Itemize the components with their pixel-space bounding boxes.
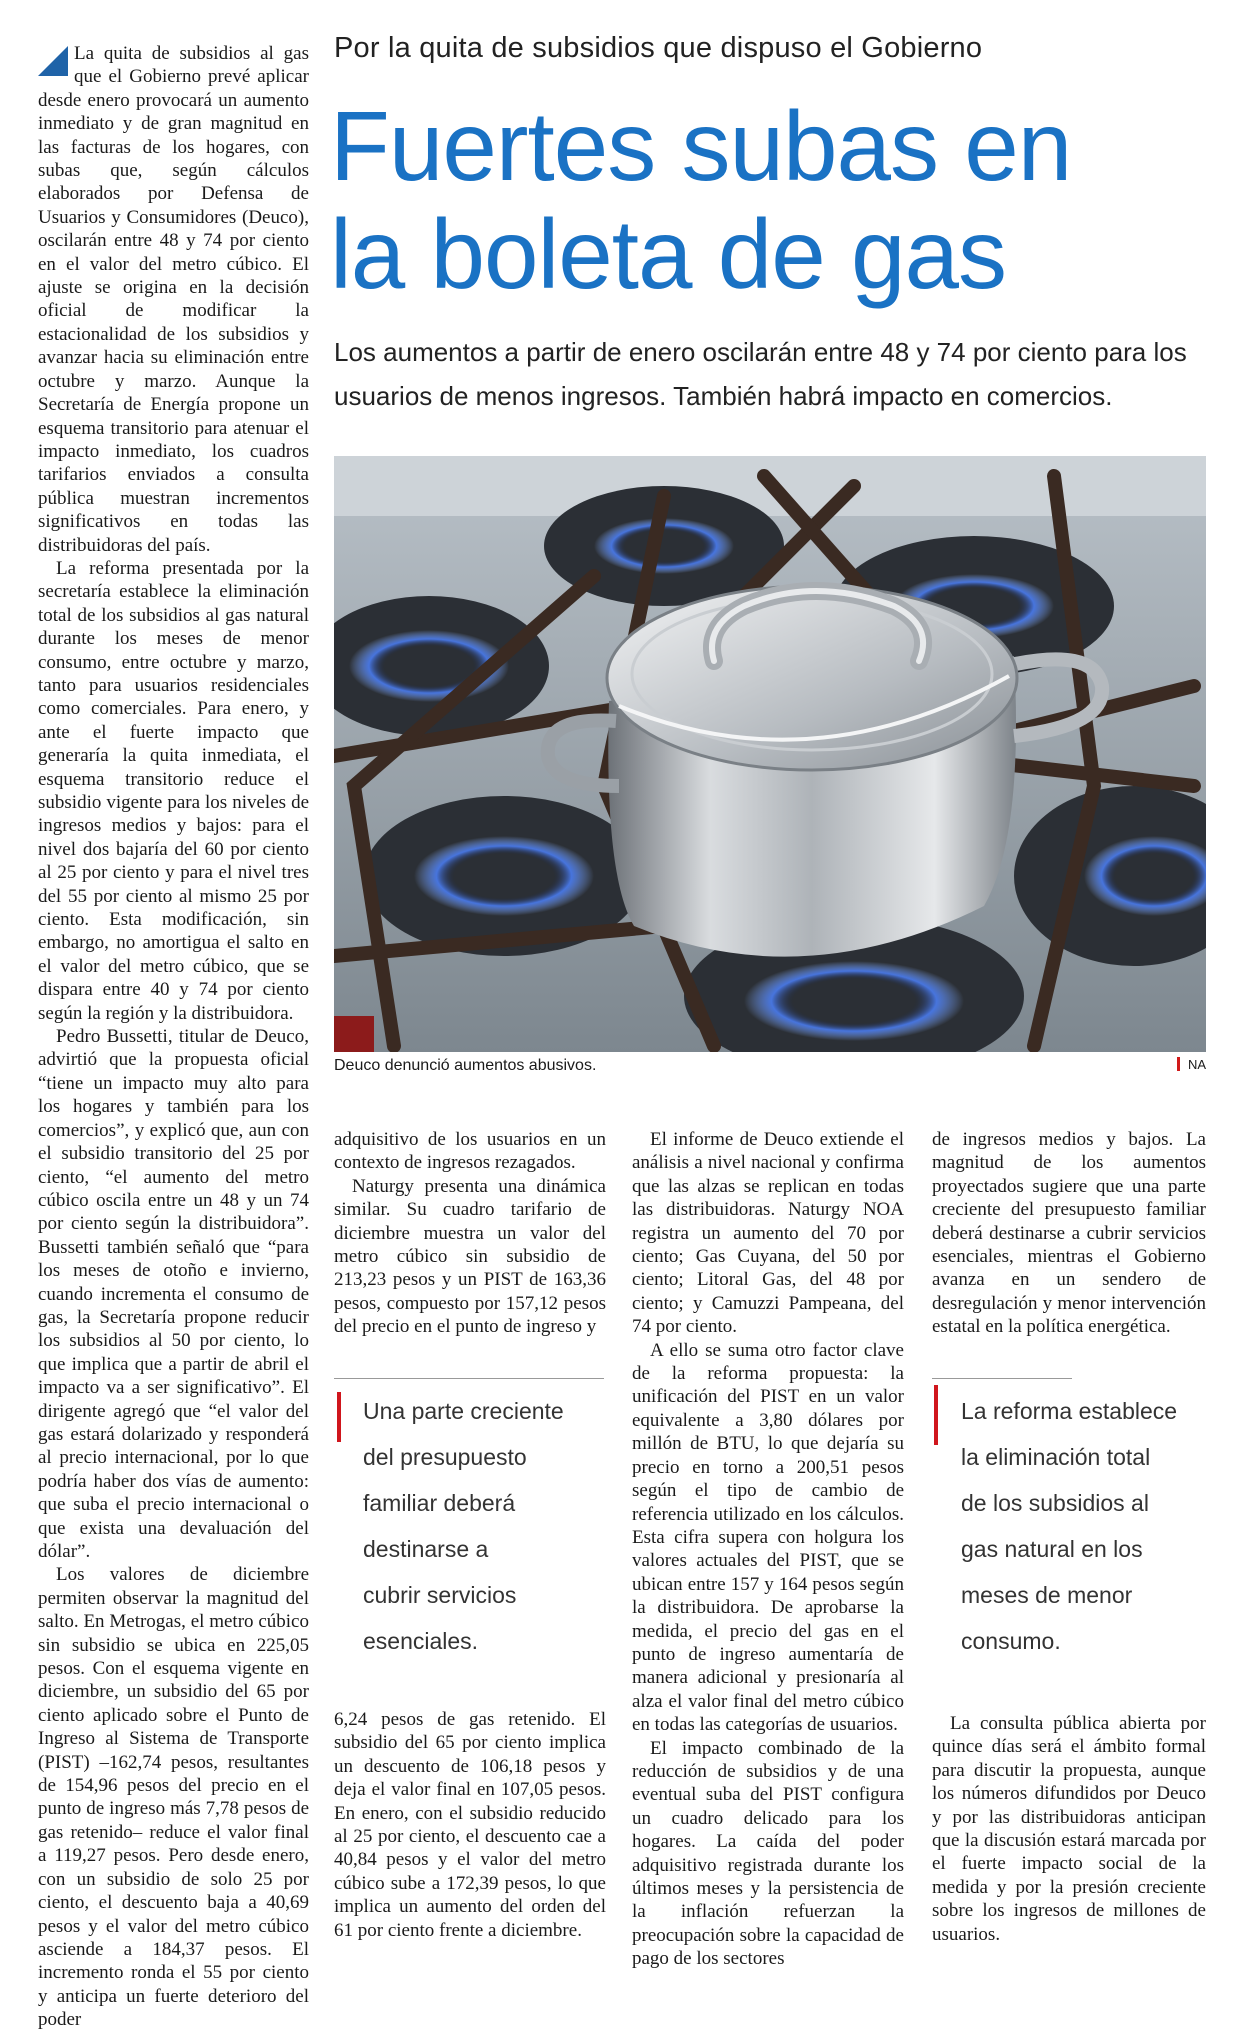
paragraph: El impacto combinado de la reducción de subsidios y de una eventual suba del PIST configura un cuadro delicado para los hogares. La caída del poder adquisitivo registrada durante los últimos meses y la persistencia de la inflación refuerzan la preocupación sobre la capacidad de pago de los sectores xyxy=(632,1737,904,1970)
pullquote-2-line: gas natural en los xyxy=(961,1536,1143,1562)
lead-paragraph-text: La quita de subsidios al gas que el Gobierno prevé aplicar desde enero provocará un aumento inmediato y de gran magnitud en las facturas de los hogares, con subas que, según cálculos elaborados por Defensa de Usuarios y Consumidores (Deuco), oscilarán entre 48 y 74 por ciento en el valor del metro cúbico. El ajuste se origina en la decisión oficial de modificar la estacionalidad de los subsidios y avanzar hacia su eliminación entre octubre y marzo. Aunque la Secretaría de Energía propone un esquema transitorio para atenuar el impacto inmediato, los cuadros tarifarios enviados a consulta pública muestran incrementos significativos en todas las distribuidoras del país. xyxy=(38,43,309,556)
stove-pot-illustration xyxy=(334,456,1206,1052)
paragraph: La consulta pública abierta por quince días será el ámbito formal para discutir la propuesta, aunque los números difundidos por Deuco y por las distribuidoras anticipan que la discusión estará marcada por el fuerte impacto social de la medida y por la presión creciente sobre los ingresos de millones de usuarios. xyxy=(932,1713,1206,1945)
pullquote-1-line: cubrir servicios xyxy=(363,1582,517,1608)
pullquote-2-accent-bar xyxy=(934,1385,938,1445)
pullquote-2-line: La reforma establece xyxy=(961,1398,1178,1424)
lead-paragraph xyxy=(38,42,309,557)
pullquote-1-top-rule xyxy=(334,1378,604,1379)
pullquote-1-line: Una parte creciente xyxy=(363,1398,564,1424)
article-column-4-bottom xyxy=(932,1712,1206,1946)
credit-bar xyxy=(1177,1057,1180,1071)
paragraph: 6,24 pesos de gas retenido. El subsidio del 65 por ciento implica un descuento de 106,18 pesos y deja el valor final en 107,05 pesos. En enero, con el subsidio reducido al 25 por ciento, el descuento cae a 40,84 pesos y el valor del metro cúbico sube a 172,39 pesos, lo que implica un aumento del orden del 61 por ciento frente a diciembre. xyxy=(334,1709,606,1941)
paragraph: El informe de Deuco extiende el análisis a nivel nacional y confirma que las alzas se replican en todas las distribuidoras. Naturgy NOA registra un aumento del 70 por ciento; Gas Cuyana, del 50 por ciento; Litoral Gas, del 48 por ciento; y Camuzzi Pampeana, del 74 por ciento. xyxy=(632,1129,904,1338)
pullquote-2-line: consumo. xyxy=(961,1628,1061,1654)
pullquote-1-line: esenciales. xyxy=(363,1628,479,1654)
paragraph: Pedro Bussetti, titular de Deuco, advirtió que la propuesta oficial “tiene un impacto muy alto para los hogares y también para los comercios”, y explicó que, aun con el subsidio transitorio del 25 por ciento, “el aumento del metro cúbico oscila entre un 48 y un 74 por ciento según la distribuidora”. Bussetti también señaló que “para los meses de otoño e invierno, cuando incrementa el consumo de gas, la Secretaría propone reducir los subsidios al 50 por ciento, lo que implica que a partir de abril el impacto va a ser significativo”. El dirigente agregó que “el valor del gas estará dolarizado y responderá al precio internacional, por lo que podría haber dos vías de aumento: que suba el precio internacional o que exista una devaluación del dólar”. xyxy=(38,1026,309,1562)
headline-line-1: Fuertes subas en xyxy=(330,91,1072,201)
photo-caption: Deuco denunció aumentos abusivos. xyxy=(334,1057,597,1074)
article-column-2-bottom xyxy=(334,1708,606,1942)
kicker: Por la quita de subsidios que dispuso el Gobierno xyxy=(334,32,983,64)
pullquote-2-line: meses de menor xyxy=(961,1582,1133,1608)
paragraph: de ingresos medios y bajos. La magnitud de los aumentos proyectados sugiere que una parte creciente del presupuesto familiar deberá destinarse a cubrir servicios esenciales, mientras el Gobierno avanza en un sendero de desregulación y menor intervención estatal en la política energética. xyxy=(932,1129,1206,1338)
photo-credit-text: NA xyxy=(1187,1057,1206,1072)
pullquote-1-line: familiar deberá xyxy=(363,1490,516,1516)
subheadline: Los aumentos a partir de enero oscilarán entre 48 y 74 por ciento para los usuarios de menos ingresos. También habrá impacto en comercios. xyxy=(334,337,1187,411)
pullquote-2-line: de los subsidios al xyxy=(961,1490,1149,1516)
pullquote-1-accent-bar xyxy=(337,1392,341,1442)
headline xyxy=(330,92,1210,308)
paragraph: Los valores de diciembre permiten observar la magnitud del salto. En Metrogas, el metro cúbico sin subsidio se ubica en 225,05 pesos. Con el esquema vigente en diciembre, un subsidio del 65 por ciento aplicado sobre el Punto de Ingreso al Sistema de Transporte (PIST) –162,74 pesos, resultantes de 154,96 pesos del precio en el punto de ingreso más 7,78 pesos de gas retenido– reduce el valor final a 119,27 pesos. Pero desde enero, con un subsidio de solo 25 por ciento, el descuento baja a 40,69 pesos y el valor del metro cúbico asciende a 184,37 pesos. El incremento ronda el 55 por ciento y anticipa un fuerte deterioro del poder xyxy=(38,1564,309,2031)
pullquote-2-top-rule xyxy=(932,1378,1072,1379)
pullquote-1 xyxy=(363,1388,603,1664)
article-column-3 xyxy=(632,1128,904,1971)
paragraph: La reforma presentada por la secretaría establece la eliminación total de los subsidios al gas natural durante los meses de menor consumo, entre octubre y marzo, tanto para usuarios residenciales como comerciales. Para enero, y ante el fuerte impacto que generaría la quita inmediata, el esquema transitorio reduce el subsidio vigente para los niveles de ingresos medios y bajos: para el nivel dos bajaría del 60 por ciento al 25 por ciento y para el nivel tres del 55 por ciento al mismo 25 por ciento. Esta modificación, sin embargo, no amortigua el salto en el valor del metro cúbico, que se dispara entre 40 y 74 por ciento según la región y la distribuidora. xyxy=(38,557,309,1024)
stove-photo xyxy=(334,456,1206,1052)
pullquote-1-line: destinarse a xyxy=(363,1536,489,1562)
section-mark-icon xyxy=(38,46,68,76)
paragraph: Naturgy presenta una dinámica similar. Su cuadro tarifario de diciembre muestra un valor del metro cúbico sin subsidio de 213,23 pesos y un PIST de 163,36 pesos, compuesto por 157,12 pesos del precio en el punto de ingreso y xyxy=(334,1175,606,1338)
pullquote-2-line: la eliminación total xyxy=(961,1444,1151,1470)
pullquote-1-line: del presupuesto xyxy=(363,1444,527,1470)
article-column-4-top xyxy=(932,1128,1206,1339)
article-column-2-top xyxy=(334,1128,606,1339)
paragraph: A ello se suma otro factor clave de la reforma propuesta: la unificación del PIST en un valor equivalente a 3,80 dólares por millón de BTU, lo que dejaría su precio en torno a 200,51 pesos según el tipo de cambio de referencia utilizado en los cálculos. Esta cifra supera con holgura los valores actuales del PIST, que se ubican entre 157 y 164 pesos según la distribuidora. De aprobarse la medida, el precio del gas en el punto de ingreso aumentaría de manera adicional y presionaría al alza el valor final del metro cúbico en todas las categorías de usuarios. xyxy=(632,1339,904,1736)
pullquote-2 xyxy=(961,1388,1209,1664)
paragraph: adquisitivo de los usuarios en un contexto de ingresos rezagados. xyxy=(334,1129,606,1174)
photo-credit xyxy=(1177,1057,1206,1072)
article-column-1 xyxy=(38,42,309,2032)
headline-line-2: la boleta de gas xyxy=(330,199,1006,309)
